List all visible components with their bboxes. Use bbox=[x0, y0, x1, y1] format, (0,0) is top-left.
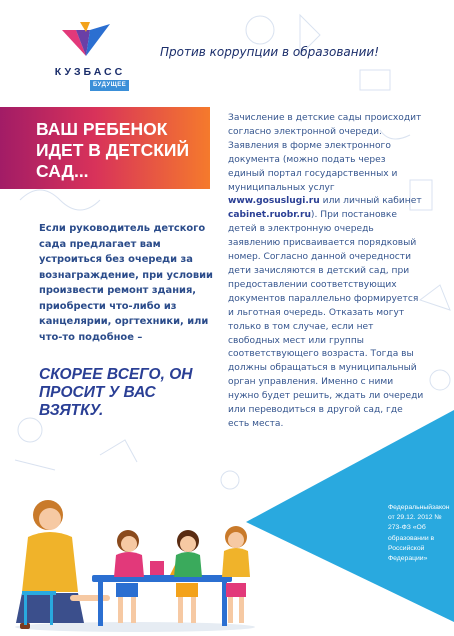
right-paragraph bbox=[228, 112, 424, 432]
cabinet-link: cabinet.ruobr.ru bbox=[228, 210, 311, 221]
right-paragraph-part3: ). При постановке детей в электронную очередь заявлению присваивается порядковый номер. Согласно данной очередности дети зачисляются в детский сад, при предоставлении соответствующих документов параллельно формируется и льготная очередь. Отказать могут только в том случае, если нет свободных мест или группы соответствующего возраста. Тогда вы должны обращаться в муниципальный орган управления. Именно с ними нужно будет решить, ждать ли очереди или переводиться в другой сад, где есть места. bbox=[228, 210, 424, 429]
headline-title: ВАШ РЕБЕНОК ИДЕТ В ДЕТСКИЙ САД... bbox=[36, 119, 190, 181]
right-paragraph-part2: или личный кабинет bbox=[319, 196, 422, 207]
kuzbass-logo bbox=[40, 22, 140, 102]
slogan: Против коррупции в образовании! bbox=[160, 45, 380, 59]
kindergarten-illustration bbox=[0, 475, 260, 636]
logo-tagline: БУДУЩЕЕ bbox=[90, 80, 129, 91]
child-figure-1 bbox=[114, 530, 144, 623]
right-paragraph-part1: Зачисление в детские сады происходит согласно электронной очереди. Заявления в форме электронного документа (можно подать через единый портал государственных и муниципальных услуг bbox=[228, 113, 422, 193]
left-paragraph: Если руководитель детского сада предлагает вам устроиться без очереди за вознаграждение, при условии произвести ремонт здания, приобрести что-либо из канцелярии, оргтехники, или что-то подобное – bbox=[39, 223, 213, 343]
headline-banner bbox=[0, 107, 210, 189]
logo-mark-icon bbox=[60, 22, 112, 62]
child-figure-2 bbox=[174, 530, 202, 623]
teacher-figure bbox=[16, 500, 110, 629]
gosuslugi-link: www.gosuslugi.ru bbox=[228, 196, 320, 207]
logo-wordmark: КУЗБАСС bbox=[54, 66, 126, 78]
law-reference: Федеральныйзакон от 29.12. 2012 № 273-ФЗ «Об образовании в Российской Федерации» bbox=[388, 504, 450, 563]
warning-text: СКОРЕЕ ВСЕГО, ОН ПРОСИТ У ВАС ВЗЯТКУ. bbox=[39, 366, 193, 419]
